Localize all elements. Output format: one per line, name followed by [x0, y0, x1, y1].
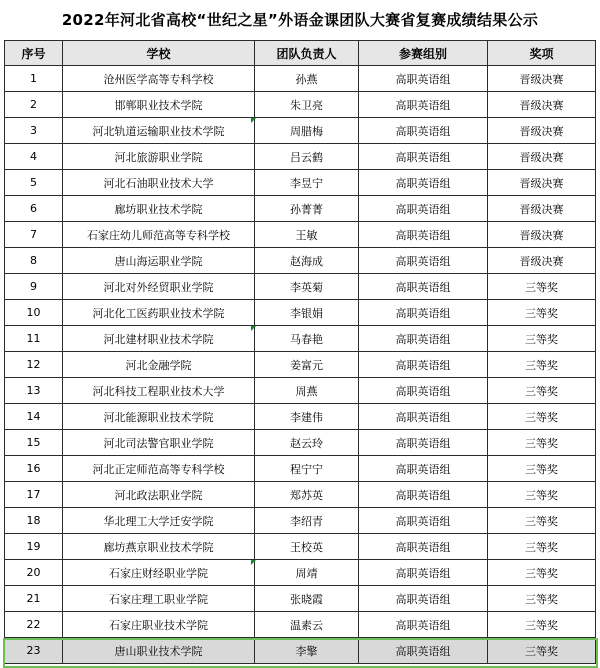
- cell-award[interactable]: 三等奖: [488, 300, 596, 326]
- table-row: [5, 92, 596, 118]
- cell-team-leader[interactable]: 吕云鹤: [255, 144, 359, 170]
- table-row: [5, 300, 596, 326]
- cell-award[interactable]: 三等奖: [488, 404, 596, 430]
- cell-team-leader[interactable]: 赵云玲: [255, 430, 359, 456]
- cell-group[interactable]: 高职英语组: [359, 352, 488, 378]
- cell-school[interactable]: 唐山职业技术学院: [63, 638, 255, 664]
- cell-school[interactable]: 沧州医学高等专科学校: [63, 66, 255, 92]
- cell-award[interactable]: 三等奖: [488, 482, 596, 508]
- cell-school[interactable]: 石家庄幼儿师范高等专科学校: [63, 222, 255, 248]
- cell-group[interactable]: 高职英语组: [359, 638, 488, 664]
- cell-group[interactable]: 高职英语组: [359, 222, 488, 248]
- cell-award[interactable]: 三等奖: [488, 430, 596, 456]
- results-table: [4, 40, 596, 664]
- cell-number[interactable]: 13: [5, 378, 63, 404]
- cell-school[interactable]: 廊坊燕京职业技术学院: [63, 534, 255, 560]
- table-row: [5, 118, 596, 144]
- cell-number[interactable]: 21: [5, 586, 63, 612]
- cell-award[interactable]: 三等奖: [488, 326, 596, 352]
- cell-award[interactable]: 三等奖: [488, 274, 596, 300]
- cell-school[interactable]: 河北金融学院: [63, 352, 255, 378]
- column-header-team-leader[interactable]: 团队负责人: [255, 41, 359, 66]
- cell-number[interactable]: 14: [5, 404, 63, 430]
- cell-school[interactable]: 河北司法警官职业学院: [63, 430, 255, 456]
- cell-group[interactable]: 高职英语组: [359, 534, 488, 560]
- cell-group[interactable]: 高职英语组: [359, 326, 488, 352]
- cell-school[interactable]: 河北建材职业技术学院: [63, 326, 255, 352]
- comment-marker-icon: [251, 560, 256, 565]
- cell-number[interactable]: 20: [5, 560, 63, 586]
- cell-award[interactable]: 三等奖: [488, 638, 596, 664]
- cell-award[interactable]: 晋级决赛: [488, 66, 596, 92]
- cell-award[interactable]: 三等奖: [488, 612, 596, 638]
- cell-team-leader[interactable]: 朱卫亮: [255, 92, 359, 118]
- cell-number[interactable]: 9: [5, 274, 63, 300]
- table-row: [5, 430, 596, 456]
- cell-award[interactable]: 晋级决赛: [488, 170, 596, 196]
- cell-number[interactable]: 1: [5, 66, 63, 92]
- table-row: [5, 196, 596, 222]
- table-row: [5, 508, 596, 534]
- cell-number[interactable]: 6: [5, 196, 63, 222]
- cell-number[interactable]: 7: [5, 222, 63, 248]
- cell-number[interactable]: 3: [5, 118, 63, 144]
- table-body: [5, 66, 596, 664]
- cell-school[interactable]: 河北能源职业技术学院: [63, 404, 255, 430]
- cell-group[interactable]: 高职英语组: [359, 196, 488, 222]
- table-header: [5, 41, 596, 66]
- table-row: [5, 248, 596, 274]
- table-row: [5, 144, 596, 170]
- cell-school[interactable]: 河北科技工程职业技术大学: [63, 378, 255, 404]
- cell-group[interactable]: 高职英语组: [359, 274, 488, 300]
- cell-group[interactable]: 高职英语组: [359, 118, 488, 144]
- cell-number[interactable]: 17: [5, 482, 63, 508]
- cell-school[interactable]: 河北对外经贸职业学院: [63, 274, 255, 300]
- table-row: [5, 274, 596, 300]
- column-header-award[interactable]: 奖项: [488, 41, 596, 66]
- cell-number[interactable]: 5: [5, 170, 63, 196]
- cell-number[interactable]: 2: [5, 92, 63, 118]
- cell-number[interactable]: 10: [5, 300, 63, 326]
- cell-team-leader[interactable]: 周腊梅: [255, 118, 359, 144]
- cell-award[interactable]: 三等奖: [488, 560, 596, 586]
- cell-award[interactable]: 三等奖: [488, 456, 596, 482]
- cell-team-leader[interactable]: 李英菊: [255, 274, 359, 300]
- cell-group[interactable]: 高职英语组: [359, 456, 488, 482]
- cell-team-leader[interactable]: 姜富元: [255, 352, 359, 378]
- cell-school[interactable]: 河北正定师范高等专科学校: [63, 456, 255, 482]
- cell-award[interactable]: 三等奖: [488, 378, 596, 404]
- cell-school[interactable]: 河北政法职业学院: [63, 482, 255, 508]
- cell-team-leader[interactable]: 程宁宁: [255, 456, 359, 482]
- cell-team-leader[interactable]: 张晓霞: [255, 586, 359, 612]
- cell-number[interactable]: 15: [5, 430, 63, 456]
- cell-school[interactable]: 邯郸职业技术学院: [63, 92, 255, 118]
- cell-team-leader[interactable]: 王校英: [255, 534, 359, 560]
- cell-group[interactable]: 高职英语组: [359, 430, 488, 456]
- cell-award[interactable]: 晋级决赛: [488, 92, 596, 118]
- cell-school[interactable]: 石家庄职业技术学院: [63, 612, 255, 638]
- cell-award[interactable]: 三等奖: [488, 508, 596, 534]
- cell-team-leader[interactable]: 赵海成: [255, 248, 359, 274]
- cell-team-leader[interactable]: 李擎: [255, 638, 359, 664]
- cell-group[interactable]: 高职英语组: [359, 144, 488, 170]
- cell-school[interactable]: 华北理工大学迁安学院: [63, 508, 255, 534]
- cell-award[interactable]: 晋级决赛: [488, 118, 596, 144]
- cell-group[interactable]: 高职英语组: [359, 560, 488, 586]
- cell-school[interactable]: 廊坊职业技术学院: [63, 196, 255, 222]
- table-row: [5, 534, 596, 560]
- cell-number[interactable]: 16: [5, 456, 63, 482]
- cell-group[interactable]: 高职英语组: [359, 248, 488, 274]
- cell-team-leader[interactable]: 李银娟: [255, 300, 359, 326]
- cell-team-leader[interactable]: 李昱宁: [255, 170, 359, 196]
- cell-school[interactable]: 石家庄理工职业学院: [63, 586, 255, 612]
- cell-group[interactable]: 高职英语组: [359, 378, 488, 404]
- cell-group[interactable]: 高职英语组: [359, 404, 488, 430]
- cell-school[interactable]: 唐山海运职业学院: [63, 248, 255, 274]
- cell-group[interactable]: 高职英语组: [359, 586, 488, 612]
- table-row: [5, 586, 596, 612]
- cell-school[interactable]: 石家庄财经职业学院: [63, 560, 255, 586]
- cell-team-leader[interactable]: 周燕: [255, 378, 359, 404]
- cell-group[interactable]: 高职英语组: [359, 66, 488, 92]
- column-header-number[interactable]: 序号: [5, 41, 63, 66]
- table-row: [5, 456, 596, 482]
- cell-group[interactable]: 高职英语组: [359, 170, 488, 196]
- cell-team-leader[interactable]: 李绍青: [255, 508, 359, 534]
- cell-award[interactable]: 三等奖: [488, 586, 596, 612]
- table-row: [5, 378, 596, 404]
- cell-team-leader[interactable]: 温素云: [255, 612, 359, 638]
- cell-group[interactable]: 高职英语组: [359, 300, 488, 326]
- cell-number[interactable]: 18: [5, 508, 63, 534]
- cell-award[interactable]: 晋级决赛: [488, 222, 596, 248]
- table-row: [5, 638, 596, 664]
- comment-marker-icon: [251, 326, 256, 331]
- cell-team-leader[interactable]: 马春艳: [255, 326, 359, 352]
- column-header-school[interactable]: 学校: [63, 41, 255, 66]
- table-row: [5, 612, 596, 638]
- cell-school[interactable]: 河北轨道运输职业技术学院: [63, 118, 255, 144]
- cell-number[interactable]: 12: [5, 352, 63, 378]
- cell-award[interactable]: 晋级决赛: [488, 196, 596, 222]
- cell-team-leader[interactable]: 孙燕: [255, 66, 359, 92]
- cell-group[interactable]: 高职英语组: [359, 92, 488, 118]
- cell-number[interactable]: 19: [5, 534, 63, 560]
- cell-group[interactable]: 高职英语组: [359, 612, 488, 638]
- table-row: [5, 326, 596, 352]
- page-title: 2022年河北省高校“世纪之星”外语金课团队大赛省复赛成绩结果公示: [61, 11, 539, 29]
- cell-number[interactable]: 8: [5, 248, 63, 274]
- cell-award[interactable]: 三等奖: [488, 352, 596, 378]
- cell-team-leader[interactable]: 周靖: [255, 560, 359, 586]
- cell-number[interactable]: 11: [5, 326, 63, 352]
- cell-group[interactable]: 高职英语组: [359, 482, 488, 508]
- table-row: [5, 482, 596, 508]
- table-row: [5, 352, 596, 378]
- cell-group[interactable]: 高职英语组: [359, 508, 488, 534]
- cell-award[interactable]: 晋级决赛: [488, 144, 596, 170]
- table-row: [5, 66, 596, 92]
- cell-team-leader[interactable]: 郑苏英: [255, 482, 359, 508]
- cell-school[interactable]: 河北化工医药职业技术学院: [63, 300, 255, 326]
- cell-number[interactable]: 4: [5, 144, 63, 170]
- cell-team-leader[interactable]: 孙菁菁: [255, 196, 359, 222]
- cell-number[interactable]: 22: [5, 612, 63, 638]
- comment-marker-icon: [251, 118, 256, 123]
- header-row: [5, 41, 596, 66]
- table-row: [5, 560, 596, 586]
- cell-team-leader[interactable]: 王敏: [255, 222, 359, 248]
- table-row: [5, 404, 596, 430]
- column-header-group[interactable]: 参赛组别: [359, 41, 488, 66]
- cell-award[interactable]: 三等奖: [488, 534, 596, 560]
- cell-school[interactable]: 河北石油职业技术大学: [63, 170, 255, 196]
- table-row: [5, 222, 596, 248]
- table-row: [5, 170, 596, 196]
- cell-number[interactable]: 23: [5, 638, 63, 664]
- cell-school[interactable]: 河北旅游职业学院: [63, 144, 255, 170]
- cell-award[interactable]: 晋级决赛: [488, 248, 596, 274]
- cell-team-leader[interactable]: 李建伟: [255, 404, 359, 430]
